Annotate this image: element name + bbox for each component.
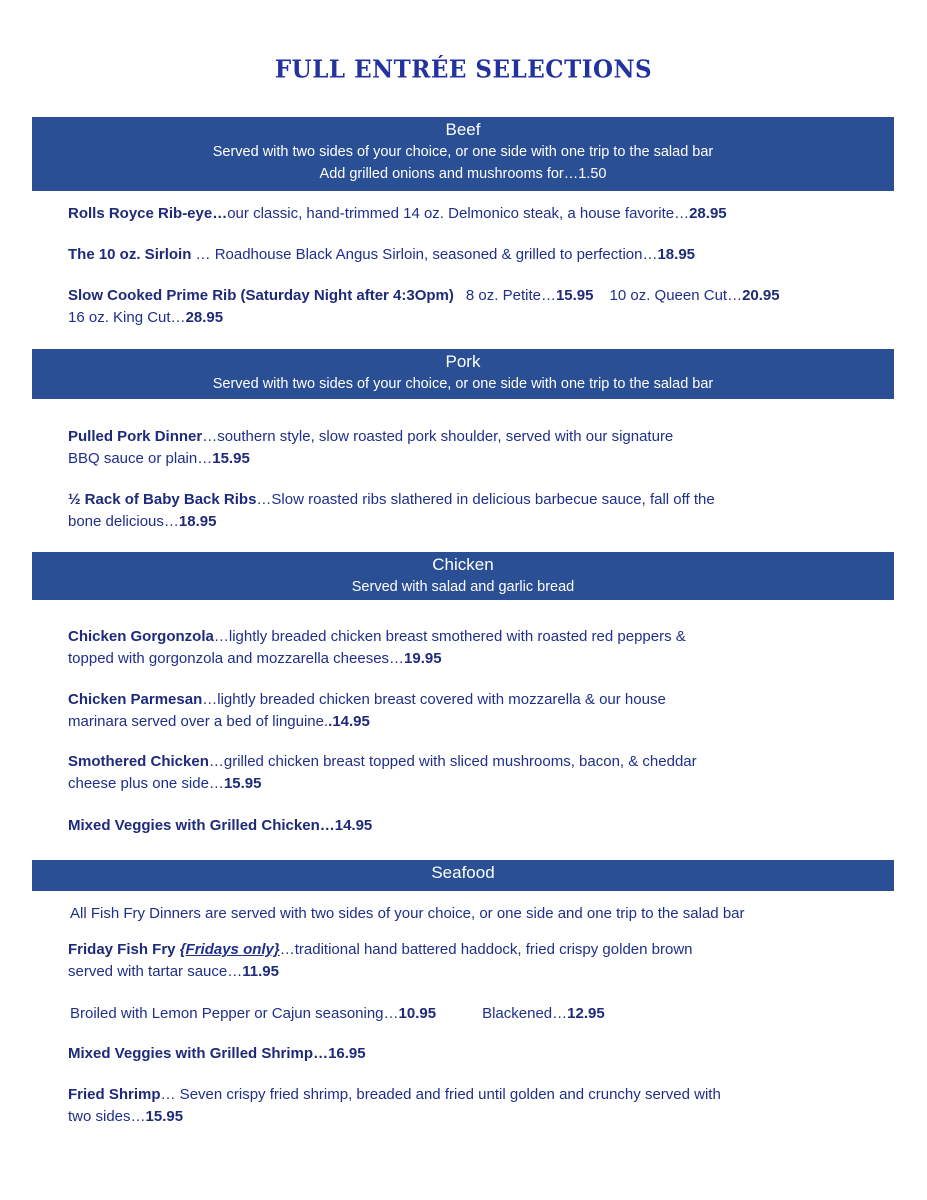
item-price: 11.95 [242,963,279,980]
section-header-beef [32,117,894,191]
section-subtitle: Served with two sides of your choice, or one side with one trip to the salad bar [212,144,714,160]
item-name: Chicken Parmesan [68,691,203,708]
item-name: Slow Cooked Prime Rib (Saturday Night after 4:3Opm) [68,287,454,304]
menu-item-friday-fish-fry [68,939,868,983]
menu-item-smothered-chicken [68,751,868,795]
item-price: .14.95 [328,713,370,730]
item-name: Smothered Chicken [68,753,209,770]
item-name: Pulled Pork Dinner [68,428,203,445]
item-desc: BBQ sauce or plain… [68,450,213,467]
item-desc: Broiled with Lemon Pepper or Cajun seasoning… [70,1005,399,1022]
item-desc: …lightly breaded chicken breast covered with mozzarella & our house [202,691,666,708]
menu-item-prime-rib [68,285,868,329]
section-subtitle: Served with two sides of your choice, or one side with one trip to the salad bar [212,376,714,392]
item-desc: … Seven crispy fried shrimp, breaded and fried until golden and crunchy served with [160,1086,721,1103]
item-price: 28.95 [689,205,727,222]
item-price: 10.95 [398,1005,437,1022]
item-desc: cheese plus one side… [68,775,224,792]
item-name: Rolls Royce Rib-eye… [68,205,228,222]
menu-item-chicken-gorgonzola [68,626,868,670]
item-name: Friday Fish Fry [68,941,180,958]
menu-item-sirloin [68,244,868,266]
item-price: 15.95 [212,450,250,467]
item-price: 15.95 [145,1108,184,1125]
item-desc: … Roadhouse Black Angus Sirloin, seasoned & grilled to perfection… [191,246,658,263]
item-desc: topped with gorgonzola and mozzarella cheeses… [68,650,405,667]
item-desc: served with tartar sauce… [68,963,243,980]
item-desc: …lightly breaded chicken breast smothered with roasted red peppers & [213,628,686,645]
section-title: Pork [445,352,481,371]
item-price: 15.95 [555,287,594,304]
item-desc: …southern style, slow roasted pork shoulder, served with our signature [202,428,674,445]
menu-item-pulled-pork [68,426,868,470]
item-desc: Blackened… [482,1005,568,1022]
menu-item-veggies-shrimp [68,1043,868,1065]
menu-item-chicken-parmesan [68,689,868,733]
item-desc: two sides… [68,1108,146,1125]
item-name: Chicken Gorgonzola [68,628,214,645]
item-desc: …Slow roasted ribs slathered in delicious barbecue sauce, fall off the [256,491,715,508]
item-price: 12.95 [567,1005,605,1022]
menu-item-fried-shrimp [68,1084,868,1128]
seafood-intro [70,903,870,925]
item-price: 20.95 [742,287,780,304]
section-header-seafood [32,860,894,891]
section-subtitle: Served with salad and garlic bread [351,579,575,595]
item-name: The 10 oz. Sirloin [68,246,192,263]
item-desc: our classic, hand-trimmed 14 oz. Delmonico steak, a house favorite… [227,205,690,222]
item-option: 8 oz. Petite… [465,287,556,304]
section-title: Beef [445,120,481,139]
item-name: Mixed Veggies with Grilled Chicken…14.95 [68,817,373,834]
section-title: Chicken [432,555,494,574]
item-price: 18.95 [178,513,217,530]
item-option: 16 oz. King Cut… [68,309,186,326]
item-desc: …traditional hand battered haddock, fried crispy golden brown [279,941,693,958]
fridays-only-note: {Fridays only} [179,941,280,958]
intro-text: All Fish Fry Dinners are served with two sides of your choice, or one side and one trip to the salad bar [70,905,745,922]
item-name: Mixed Veggies with Grilled Shrimp [68,1045,314,1062]
item-option: 10 oz. Queen Cut… [609,287,743,304]
item-price: 28.95 [185,309,224,326]
menu-item-baby-back-ribs [68,489,868,533]
section-header-pork [32,349,894,399]
section-title: Seafood [431,863,495,882]
item-desc: …grilled chicken breast topped with sliced mushrooms, bacon, & cheddar [208,753,697,770]
section-subtitle: Add grilled onions and mushrooms for…1.50 [319,166,607,182]
item-price: 18.95 [657,246,696,263]
item-price: 15.95 [223,775,262,792]
item-desc: marinara served over a bed of linguine. [68,713,329,730]
item-desc: bone delicious… [68,513,179,530]
section-header-chicken [32,552,894,600]
item-name: ½ Rack of Baby Back Ribs [68,491,257,508]
menu-item-ribeye [68,203,868,225]
page-title: FULL ENTRÉE SELECTIONS [274,55,653,84]
item-price: 19.95 [404,650,442,667]
item-name: Fried Shrimp [68,1086,161,1103]
menu-item-veggies-chicken [68,815,868,837]
menu-item-broiled [70,1003,870,1025]
item-price: …16.95 [313,1045,366,1062]
